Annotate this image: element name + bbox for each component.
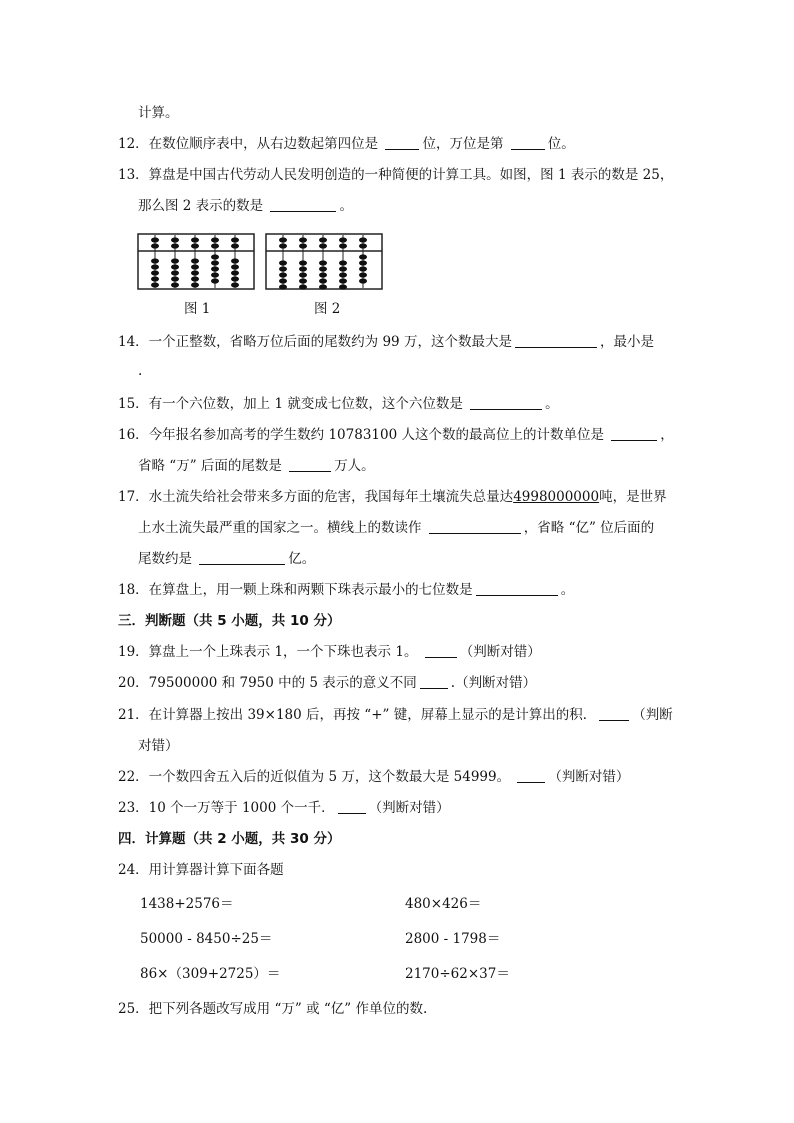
abacus-bead [231,276,239,281]
abacus-bead [171,258,179,263]
answer-blank[interactable] [429,519,521,534]
abacus-bead [171,276,179,281]
answer-blank[interactable] [515,333,597,348]
abacus-bead [191,237,199,242]
abacus-bead [359,272,367,277]
text: 对错） [138,738,179,754]
text: 22．一个数四舍五入后的近似值为 5 万，这个数最大是 54999。 [118,769,511,785]
answer-blank[interactable] [599,706,629,721]
abacus-bead [339,278,347,283]
question-20 [118,674,536,692]
abacus-bead [151,243,159,248]
abacus-bead [151,276,159,281]
question-24: 24．用计算器计算下面各题 [118,862,284,878]
text: 16．今年报名参加高考的学生数约 10783100 人这个数的最高位上的计数单位是 [118,427,604,443]
question-14 [118,333,654,351]
abacus-bead [319,266,327,271]
text: 13．算盘是中国古代劳动人民发明创造的一种简便的计算工具。如图，图 1 表示的数是 25， [118,167,674,183]
section-3-heading: 三．判断题（共 5 小题，共 10 分） [118,613,341,629]
text: 万人。 [334,458,375,474]
abacus-bead [299,266,307,271]
abacus-bead [279,284,287,289]
question-22 [118,768,629,786]
figure-2-caption: 图 2 [314,301,341,317]
text: 21．在计算器上按出 39×180 后，再按 “+” 键，屏幕上显示的是计算出的积． [118,707,597,723]
abacus-bead [191,270,199,275]
text: 计算。 [138,105,179,121]
abacus-bead [319,243,327,248]
abacus-bead [211,278,219,283]
text: 那么图 2 表示的数是 [138,198,264,214]
abacus-bead [319,284,327,289]
abacus-bead [339,243,347,248]
text: （判断对错） [459,644,541,660]
abacus-bead [279,266,287,271]
abacus-bead [359,278,367,283]
abacus-bead [231,243,239,248]
calc-item: 50000 - 8450÷25＝ [140,931,273,947]
text: 上水土流失最严重的国家之一。横线上的数读作 [138,520,422,536]
abacus-bead [339,266,347,271]
answer-blank[interactable] [270,197,336,212]
abacus-bead [151,264,159,269]
abacus-bead [211,272,219,277]
abacus-bead [279,272,287,277]
abacus-bead [319,237,327,242]
answer-blank[interactable] [511,135,545,150]
text: 19．算盘上一个上珠表示 1，一个下珠也表示 1。 [118,644,418,660]
abacus-bead [279,278,287,283]
underlined-number: 4998000000 [513,489,600,505]
question-17 [118,488,667,506]
abacus-rods [279,235,367,290]
calc-item: 1438+2576＝ [140,896,234,912]
abacus-bead [191,243,199,248]
abacus-bead [359,266,367,271]
abacus-bead [171,270,179,275]
abacus-bead [299,237,307,242]
abacus-bead [319,260,327,265]
abacus-bead [339,260,347,265]
text: 亿。 [288,551,316,567]
answer-blank[interactable] [476,581,558,596]
text: 15．有一个六位数，加上 1 就变成七位数，这个六位数是 [118,396,463,412]
abacus-bead [359,243,367,248]
question-17-line3 [138,550,315,568]
abacus-bead [339,284,347,289]
answer-blank[interactable] [517,768,545,783]
question-16-line2 [138,457,375,475]
section-4-heading: 四．计算题（共 2 小题，共 30 分） [118,831,341,847]
question-16 [118,426,674,444]
text: 位。 [547,136,575,152]
question-23 [118,799,450,817]
abacus-bead [191,264,199,269]
question-25: 25．把下列各题改写成用 “万” 或 “亿” 作单位的数. [118,1001,428,1017]
text: 。 [560,582,575,598]
question-19 [118,643,541,661]
abacus-bead [171,237,179,242]
abacus-bead [299,243,307,248]
abacus-bead [279,260,287,265]
text: .（判断对错） [450,675,537,691]
text: 。 [545,396,559,412]
text: . [138,363,143,379]
abacus-bead [231,237,239,242]
text-line [138,104,179,122]
answer-blank[interactable] [611,426,657,441]
abacus-bead [299,272,307,277]
question-17-line2 [138,519,654,537]
text: ， [660,427,674,443]
text: 14．一个正整数，省略万位后面的尾数约为 99 万，这个数最大是 [118,334,512,350]
abacus-bead [151,270,159,275]
question-18 [118,581,574,599]
figure-1-caption: 图 1 [184,301,211,317]
abacus-bead [339,272,347,277]
answer-blank[interactable] [420,674,448,689]
answer-blank[interactable] [289,457,331,472]
abacus-bead [211,243,219,248]
answer-blank[interactable] [470,395,542,410]
abacus-bead [211,254,219,259]
text: 。 [339,198,353,214]
question-14-line2 [138,362,142,380]
abacus-bead [211,266,219,271]
abacus-bead [151,258,159,263]
question-21 [118,706,673,724]
abacus-rods [151,235,239,288]
abacus-bead [211,237,219,242]
abacus-bead [359,237,367,242]
answer-blank[interactable] [385,135,419,150]
abacus-bead [279,243,287,248]
text: 20．79500000 和 7950 中的 5 表示的意义不同 [118,675,417,691]
abacus-bead [151,237,159,242]
abacus-bead [359,260,367,265]
answer-blank[interactable] [338,799,366,814]
abacus-bead [231,270,239,275]
abacus-figure-1 [137,233,255,293]
question-12 [118,135,575,153]
abacus-bead [319,272,327,277]
text: ，省略 “亿” 位后面的 [523,520,655,536]
abacus-bead [191,282,199,287]
abacus-bead [299,278,307,283]
calc-item: 480×426＝ [405,896,482,912]
abacus-bead [339,237,347,242]
abacus-bead [279,237,287,242]
question-15 [118,395,559,413]
abacus-bead [171,282,179,287]
text: 吨，是世界 [599,489,667,505]
calc-item: 2800 - 1798＝ [405,931,501,947]
abacus-bead [299,260,307,265]
text: 12．在数位顺序表中，从右边数起第四位是 [118,136,379,152]
abacus-bead [231,282,239,287]
text: 省略 “万” 后面的尾数是 [138,458,282,474]
abacus-bead [191,276,199,281]
text: 位，万位是第 [422,136,504,152]
text: （判断对错） [368,800,450,816]
answer-blank[interactable] [199,550,285,565]
abacus-bead [299,284,307,289]
answer-blank[interactable] [425,643,457,658]
question-13 [118,166,673,184]
abacus-bead [171,243,179,248]
question-21-line2 [138,737,179,755]
abacus-figure-2 [265,233,383,293]
text: 17．水土流失给社会带来多方面的危害，我国每年土壤流失总量达 [118,489,514,505]
abacus-bead [151,282,159,287]
question-13-line2 [138,197,353,215]
abacus-bead [231,258,239,263]
abacus-bead [211,260,219,265]
text: （判断对错） [548,769,630,785]
abacus-bead [319,278,327,283]
calc-item: 86×（309+2725）＝ [140,966,281,982]
text: 尾数约是 [138,551,192,567]
abacus-bead [359,254,367,259]
abacus-bead [171,264,179,269]
text: （判断 [632,707,673,723]
text: 18．在算盘上，用一颗上珠和两颗下珠表示最小的七位数是 [118,582,473,598]
calc-item: 2170÷62×37＝ [405,966,510,982]
text: ，最小是 [599,334,654,350]
abacus-bead [231,264,239,269]
text: 23．10 个一万等于 1000 个一千． [118,800,335,816]
abacus-bead [191,258,199,263]
